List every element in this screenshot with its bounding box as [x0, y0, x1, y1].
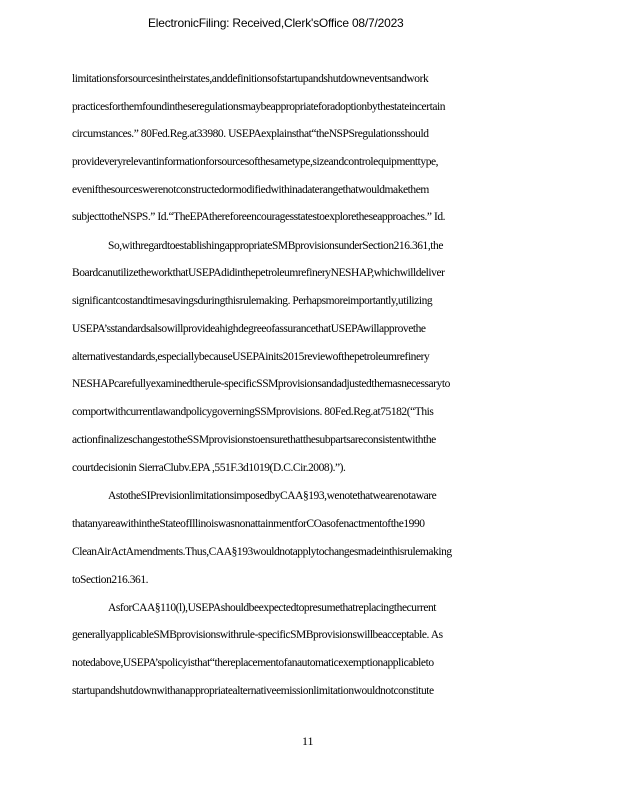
text-line: thatanyareawithintheStateofIllinoiswasnonattainmentforCOasofenactmentofthe1990 [72, 518, 425, 530]
text-line: startupandshutdownwithanappropriatealternativeemissionlimitationwouldnotconstitute [72, 685, 434, 697]
text-line: evenifthesourceswerenotconstructedormodifiedwithinadaterangethatwouldmakethem [72, 184, 429, 196]
paragraph-first-line: AstotheSIPrevisionlimitationsimposedbyCAA§193,wenotethatwearenotaware [108, 490, 437, 502]
text-line: BoardcanutilizetheworkthatUSEPAdidinthepetroleumrefineryNESHAP,whichwilldeliver [72, 267, 445, 279]
text-line: generallyapplicableSMBprovisionswithrule-specificSMBprovisionswillbeacceptable. As [72, 629, 443, 641]
paragraph-first-line: AsforCAA§110(l),USEPAshouldbeexpectedtopresumethatreplacingthecurrent [108, 602, 437, 614]
page-number: 11 [302, 734, 314, 748]
text-line: circumstances.” 80Fed.Reg.at33980. USEPAexplainsthat“theNSPSregulationsshould [72, 128, 429, 140]
paragraph-first-line: So,withregardtoestablishingappropriateSMBprovisionsunderSection216.361,the [108, 240, 443, 252]
text-line: subjecttotheNSPS.” Id.“TheEPAthereforeencouragesstatestoexploretheseapproaches.” Id. [72, 211, 446, 223]
text-line: notedabove,USEPA’spolicyisthat“thereplacementofanautomaticexemptionapplicableto [72, 657, 434, 669]
text-line: practicesforthemfoundintheseregulationsmaybeappropriateforadoptionbythestateincertain [72, 101, 446, 113]
text-line: significantcostandtimesavingsduringthisrulemaking. Perhapsmoreimportantly,utilizing [72, 295, 433, 307]
text-line: limitationsforsourcesintheirstates,anddefinitionsofstartupandshutdowneventsandwork [72, 73, 429, 85]
text-line: CleanAirActAmendments.Thus,CAA§193wouldnotapplytochangesmadeinthisrulemaking [72, 546, 452, 558]
text-line: actionfinalizeschangestotheSSMprovisionstoensurethatthesubpartsareconsistentwiththe [72, 434, 436, 446]
text-line: comportwithcurrentlawandpolicygoverningSSMprovisions. 80Fed.Reg.at75182(“This [72, 406, 434, 418]
text-line: provideveryrelevantinformationforsourcesofthesametype,sizeandcontrolequipmenttype, [72, 156, 439, 168]
filing-stamp-header: ElectronicFiling: Received,Clerk'sOffice 08/7/2023 [148, 16, 404, 30]
text-line: toSection216.361. [72, 574, 149, 586]
text-line: USEPA’sstandardsalsowillprovideahighdegreeofassurancethatUSEPAwillapprovethe [72, 323, 426, 335]
text-line: alternativestandards,especiallybecauseUSEPAinits2015reviewofthepetroleumrefinery [72, 351, 430, 363]
text-line: NESHAPcarefullyexaminedtherule-specificSSMprovisionsandadjustedthemasnecessaryto [72, 378, 450, 390]
text-line: courtdecisionin SierraClubv.EPA ,551F.3d1019(D.C.Cir.2008).”). [72, 462, 346, 474]
